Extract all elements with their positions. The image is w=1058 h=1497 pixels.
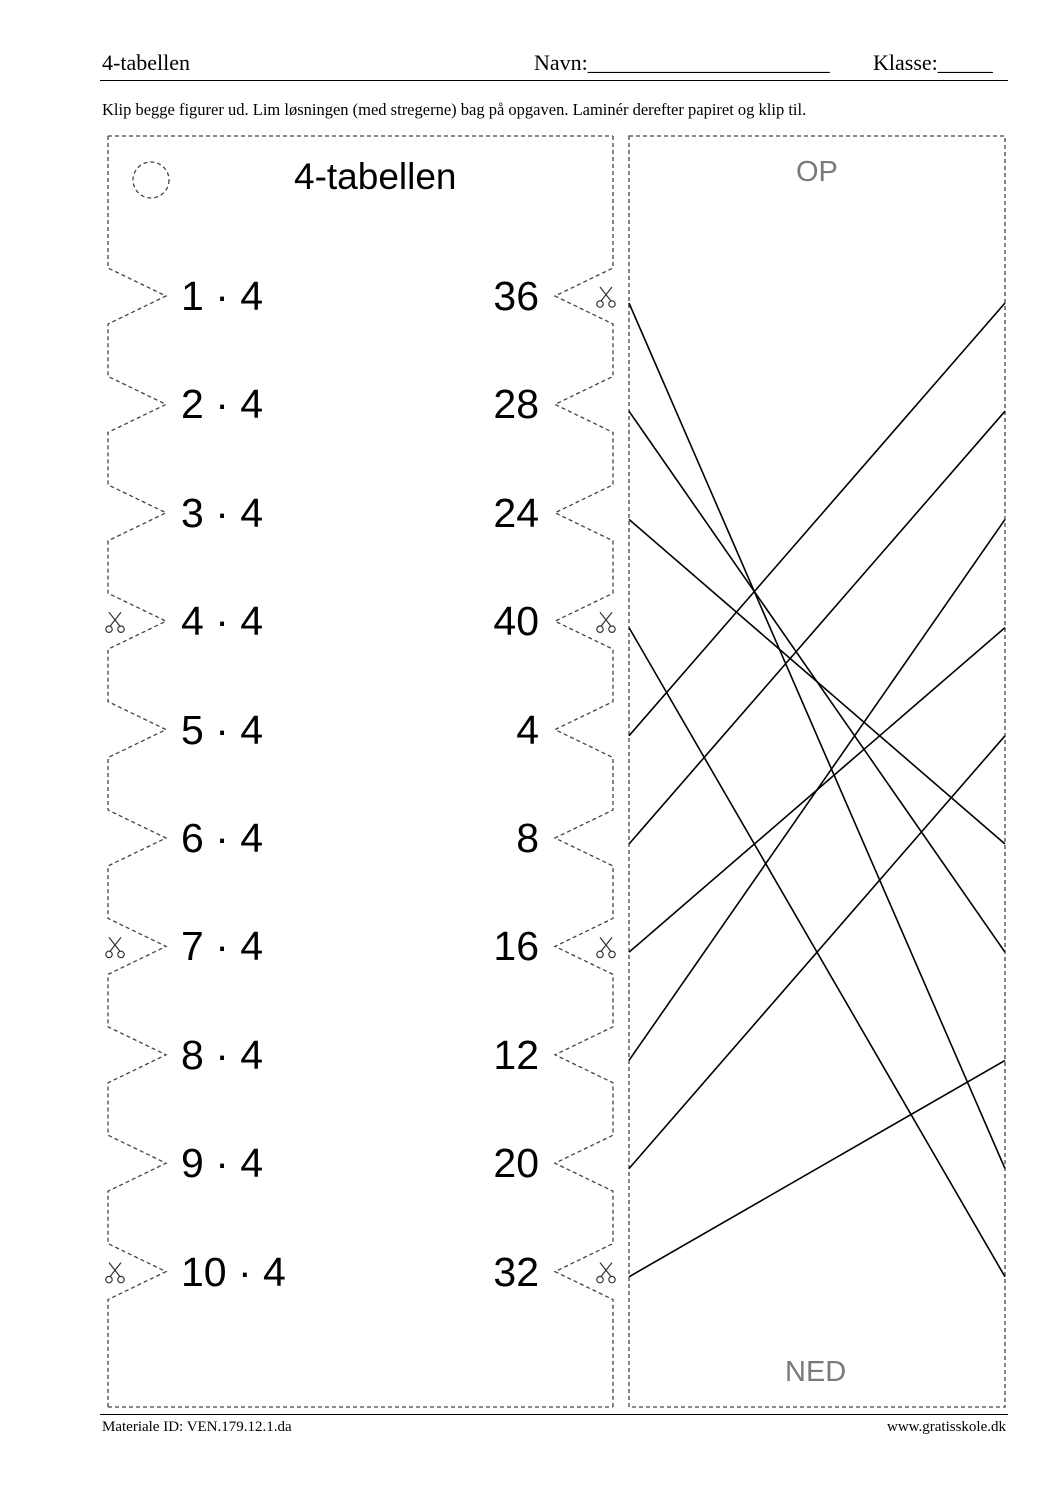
scissors-icon	[106, 1263, 124, 1283]
problem-2: 2 · 4	[181, 381, 264, 428]
solution-line	[629, 411, 1005, 844]
answer-10: 32	[493, 1248, 539, 1295]
answer-4: 40	[493, 598, 539, 645]
footer-rule	[100, 1414, 1008, 1415]
worksheet-right-edge	[555, 136, 613, 1407]
answer-7: 16	[493, 923, 539, 970]
solution-line	[629, 1060, 1005, 1276]
solution-line	[629, 303, 1005, 1169]
answer-8: 12	[493, 1031, 539, 1078]
problem-10: 10 · 4	[181, 1248, 286, 1295]
answer-2: 28	[493, 381, 539, 428]
solution-bottom-label: NED	[785, 1356, 847, 1388]
problem-6: 6 · 4	[181, 815, 264, 861]
scissors-icon	[597, 287, 615, 307]
solution-line	[629, 519, 1005, 844]
scissors-icon	[597, 612, 615, 632]
solution-cut-outline	[629, 136, 1005, 1407]
problem-9: 9 · 4	[181, 1140, 264, 1187]
worksheet-cut-outline	[108, 136, 613, 1407]
worksheet-title: 4-tabellen	[294, 156, 457, 197]
solution-line	[629, 736, 1005, 1169]
problem-1: 1 · 4	[181, 273, 264, 319]
solution-line	[629, 519, 1005, 1060]
instructions-text: Klip begge figurer ud. Lim løsningen (med stregerne) bag på opgaven. Laminér derefter papiret og klip til.	[102, 100, 807, 119]
answer-1: 36	[493, 273, 539, 319]
scissors-icon	[106, 612, 124, 632]
scissors-icon	[597, 937, 615, 957]
problem-4: 4 · 4	[181, 598, 264, 645]
scissors-icon	[597, 1263, 615, 1283]
worksheet-left-edge	[108, 136, 166, 1407]
scissors-marks	[106, 287, 615, 1283]
header-title: 4-tabellen	[102, 50, 190, 75]
scissors-icon	[106, 937, 124, 957]
solution-line	[629, 303, 1005, 736]
answer-9: 20	[493, 1140, 539, 1187]
problem-5: 5 · 4	[181, 706, 264, 753]
problem-7: 7 · 4	[181, 923, 264, 970]
solution-top-label: OP	[796, 156, 838, 188]
solution-lines	[629, 303, 1005, 1277]
name-field-label: Navn:______________________	[534, 50, 830, 75]
answer-6: 8	[516, 815, 539, 861]
punch-hole-circle	[133, 162, 169, 198]
website-link[interactable]: www.gratisskole.dk	[886, 1419, 1006, 1435]
answer-5: 4	[516, 706, 539, 753]
problem-3: 3 · 4	[181, 489, 264, 536]
answer-3: 24	[493, 489, 539, 536]
material-id: Materiale ID: VEN.179.12.1.da	[102, 1419, 292, 1435]
solution-box-edge	[629, 136, 1005, 1407]
problem-8: 8 · 4	[181, 1031, 264, 1078]
class-field-label: Klasse:_____	[873, 50, 993, 75]
